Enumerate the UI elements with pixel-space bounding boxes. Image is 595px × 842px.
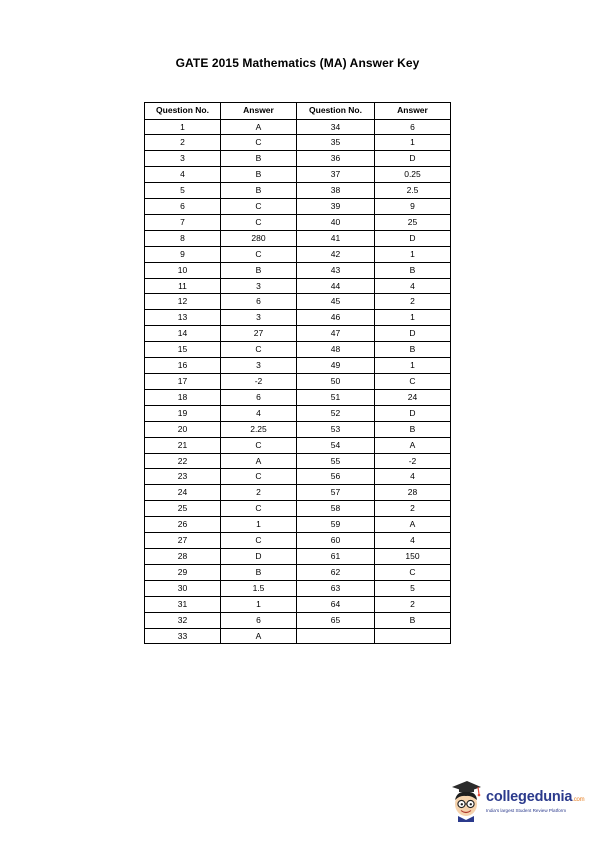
page-title: GATE 2015 Mathematics (MA) Answer Key xyxy=(175,56,420,70)
answer-cell: 2.5 xyxy=(375,183,451,199)
question-number-cell: 44 xyxy=(297,278,375,294)
answer-cell xyxy=(375,628,451,644)
table-row xyxy=(145,246,451,262)
answer-cell: C xyxy=(221,533,297,549)
table-row xyxy=(145,119,451,135)
table-row xyxy=(145,580,451,596)
question-number-cell: 33 xyxy=(145,628,221,644)
question-number-cell: 25 xyxy=(145,501,221,517)
question-number-cell: 61 xyxy=(297,548,375,564)
answer-cell: 280 xyxy=(221,230,297,246)
answer-cell: 2.25 xyxy=(221,421,297,437)
answer-cell: D xyxy=(375,326,451,342)
answer-cell: 6 xyxy=(221,294,297,310)
answer-cell: 1 xyxy=(375,358,451,374)
answer-cell: A xyxy=(221,628,297,644)
table-row xyxy=(145,167,451,183)
question-number-cell: 62 xyxy=(297,564,375,580)
table-row xyxy=(145,517,451,533)
question-number-cell: 60 xyxy=(297,533,375,549)
table-row xyxy=(145,294,451,310)
question-number-cell: 12 xyxy=(145,294,221,310)
answer-cell: A xyxy=(375,517,451,533)
answer-cell: -2 xyxy=(375,453,451,469)
table-row xyxy=(145,278,451,294)
table-row xyxy=(145,183,451,199)
answer-cell: 4 xyxy=(375,533,451,549)
answer-cell: 1 xyxy=(375,310,451,326)
answer-cell: A xyxy=(375,437,451,453)
question-number-cell: 19 xyxy=(145,405,221,421)
answer-cell: B xyxy=(221,564,297,580)
answer-cell: 25 xyxy=(375,214,451,230)
answer-cell: 3 xyxy=(221,358,297,374)
question-number-cell: 13 xyxy=(145,310,221,326)
question-number-cell: 41 xyxy=(297,230,375,246)
question-number-cell: 2 xyxy=(145,135,221,151)
question-number-cell: 63 xyxy=(297,580,375,596)
question-number-cell: 7 xyxy=(145,214,221,230)
brand-name: collegedunia.com xyxy=(486,789,585,805)
question-number-cell: 34 xyxy=(297,119,375,135)
table-row xyxy=(145,262,451,278)
question-number-cell: 39 xyxy=(297,199,375,215)
table-row xyxy=(145,230,451,246)
question-number-cell: 48 xyxy=(297,342,375,358)
question-number-cell: 57 xyxy=(297,485,375,501)
answer-cell: B xyxy=(375,262,451,278)
answer-cell: C xyxy=(375,374,451,390)
answer-cell: B xyxy=(221,183,297,199)
answer-cell: D xyxy=(375,230,451,246)
table-row xyxy=(145,151,451,167)
question-number-cell: 37 xyxy=(297,167,375,183)
table-row xyxy=(145,135,451,151)
table-row xyxy=(145,405,451,421)
answer-cell: 5 xyxy=(375,580,451,596)
answer-cell: 1 xyxy=(221,596,297,612)
question-number-cell: 40 xyxy=(297,214,375,230)
question-number-cell: 17 xyxy=(145,374,221,390)
question-number-cell: 58 xyxy=(297,501,375,517)
question-number-cell: 65 xyxy=(297,612,375,628)
answer-cell: 1.5 xyxy=(221,580,297,596)
question-number-cell: 53 xyxy=(297,421,375,437)
answer-cell: D xyxy=(375,405,451,421)
answer-cell: C xyxy=(221,135,297,151)
question-number-cell: 31 xyxy=(145,596,221,612)
table-row xyxy=(145,533,451,549)
table-row xyxy=(145,564,451,580)
answer-cell: 27 xyxy=(221,326,297,342)
question-number-cell: 23 xyxy=(145,469,221,485)
answer-cell: 2 xyxy=(221,485,297,501)
answer-cell: C xyxy=(221,501,297,517)
answer-cell: 2 xyxy=(375,294,451,310)
question-number-cell: 42 xyxy=(297,246,375,262)
answer-cell: B xyxy=(375,342,451,358)
answer-cell: B xyxy=(375,421,451,437)
question-number-cell: 1 xyxy=(145,119,221,135)
answer-cell: 6 xyxy=(221,389,297,405)
question-number-cell: 29 xyxy=(145,564,221,580)
answer-cell: 28 xyxy=(375,485,451,501)
answer-cell: 1 xyxy=(375,135,451,151)
answer-cell: 4 xyxy=(375,469,451,485)
answer-cell: 6 xyxy=(375,119,451,135)
answer-cell: 4 xyxy=(221,405,297,421)
answer-cell: 2 xyxy=(375,596,451,612)
table-row xyxy=(145,310,451,326)
table-row xyxy=(145,453,451,469)
column-header: Answer xyxy=(375,103,451,120)
question-number-cell: 15 xyxy=(145,342,221,358)
answer-cell: 9 xyxy=(375,199,451,215)
answer-cell: B xyxy=(221,262,297,278)
collegedunia-logo xyxy=(447,778,587,824)
question-number-cell: 18 xyxy=(145,389,221,405)
table-header-row xyxy=(145,103,451,120)
question-number-cell: 56 xyxy=(297,469,375,485)
graduate-mascot-icon xyxy=(449,778,483,822)
column-header: Question No. xyxy=(297,103,375,120)
question-number-cell: 46 xyxy=(297,310,375,326)
question-number-cell: 38 xyxy=(297,183,375,199)
answer-cell: D xyxy=(375,151,451,167)
table-row xyxy=(145,374,451,390)
question-number-cell: 10 xyxy=(145,262,221,278)
answer-cell: C xyxy=(221,437,297,453)
question-number-cell: 54 xyxy=(297,437,375,453)
question-number-cell: 21 xyxy=(145,437,221,453)
answer-cell: 3 xyxy=(221,310,297,326)
answer-cell: 150 xyxy=(375,548,451,564)
table-row xyxy=(145,548,451,564)
answer-cell: 0.25 xyxy=(375,167,451,183)
answer-cell: 2 xyxy=(375,501,451,517)
answer-cell: -2 xyxy=(221,374,297,390)
question-number-cell: 4 xyxy=(145,167,221,183)
brand-suffix: .com xyxy=(572,797,585,803)
question-number-cell: 28 xyxy=(145,548,221,564)
answer-cell: B xyxy=(375,612,451,628)
question-number-cell: 32 xyxy=(145,612,221,628)
table-row xyxy=(145,389,451,405)
column-header: Question No. xyxy=(145,103,221,120)
question-number-cell: 30 xyxy=(145,580,221,596)
table-body xyxy=(145,119,451,644)
answer-cell: C xyxy=(221,199,297,215)
question-number-cell: 50 xyxy=(297,374,375,390)
answer-cell: C xyxy=(221,342,297,358)
answer-cell: C xyxy=(221,469,297,485)
question-number-cell: 36 xyxy=(297,151,375,167)
table-row xyxy=(145,469,451,485)
question-number-cell: 20 xyxy=(145,421,221,437)
answer-cell: B xyxy=(221,151,297,167)
table-row xyxy=(145,596,451,612)
question-number-cell: 6 xyxy=(145,199,221,215)
question-number-cell: 43 xyxy=(297,262,375,278)
answer-cell: 6 xyxy=(221,612,297,628)
answer-cell: C xyxy=(221,214,297,230)
table-row xyxy=(145,501,451,517)
table-row xyxy=(145,485,451,501)
question-number-cell: 5 xyxy=(145,183,221,199)
question-number-cell: 27 xyxy=(145,533,221,549)
answer-cell: 24 xyxy=(375,389,451,405)
answer-cell: A xyxy=(221,453,297,469)
question-number-cell: 64 xyxy=(297,596,375,612)
question-number-cell: 26 xyxy=(145,517,221,533)
question-number-cell: 35 xyxy=(297,135,375,151)
table-row xyxy=(145,214,451,230)
answer-cell: C xyxy=(375,564,451,580)
question-number-cell: 9 xyxy=(145,246,221,262)
table-row xyxy=(145,199,451,215)
column-header: Answer xyxy=(221,103,297,120)
table-row xyxy=(145,326,451,342)
question-number-cell xyxy=(297,628,375,644)
question-number-cell: 47 xyxy=(297,326,375,342)
question-number-cell: 24 xyxy=(145,485,221,501)
answer-key-table xyxy=(144,102,451,644)
answer-cell: 1 xyxy=(375,246,451,262)
table-row xyxy=(145,437,451,453)
question-number-cell: 51 xyxy=(297,389,375,405)
answer-cell: 3 xyxy=(221,278,297,294)
question-number-cell: 3 xyxy=(145,151,221,167)
answer-cell: B xyxy=(221,167,297,183)
question-number-cell: 55 xyxy=(297,453,375,469)
answer-cell: C xyxy=(221,246,297,262)
answer-cell: 4 xyxy=(375,278,451,294)
brand-tagline: India's largest Student Review Platform xyxy=(486,808,567,813)
question-number-cell: 59 xyxy=(297,517,375,533)
question-number-cell: 22 xyxy=(145,453,221,469)
answer-cell: 1 xyxy=(221,517,297,533)
table-row xyxy=(145,612,451,628)
table-row xyxy=(145,358,451,374)
table-row xyxy=(145,628,451,644)
table-row xyxy=(145,421,451,437)
question-number-cell: 16 xyxy=(145,358,221,374)
question-number-cell: 8 xyxy=(145,230,221,246)
question-number-cell: 14 xyxy=(145,326,221,342)
question-number-cell: 11 xyxy=(145,278,221,294)
answer-cell: A xyxy=(221,119,297,135)
question-number-cell: 52 xyxy=(297,405,375,421)
table-row xyxy=(145,342,451,358)
question-number-cell: 49 xyxy=(297,358,375,374)
answer-cell: D xyxy=(221,548,297,564)
question-number-cell: 45 xyxy=(297,294,375,310)
